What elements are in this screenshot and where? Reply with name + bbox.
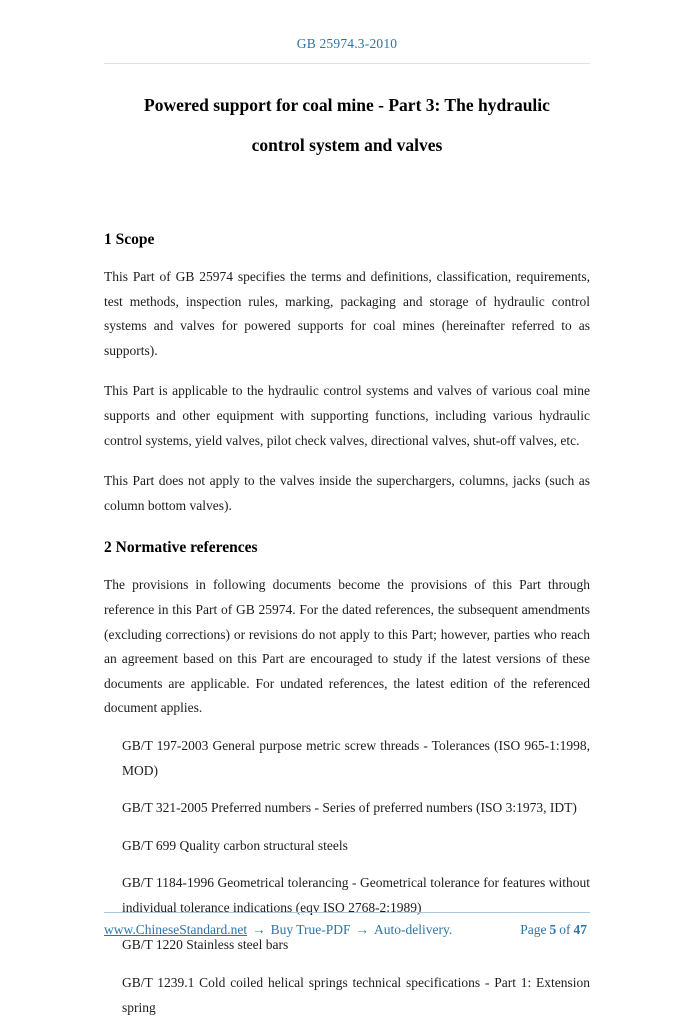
footer-divider: [104, 912, 590, 913]
reference-item: GB/T 1184-1996 Geometrical tolerancing - Geometrical tolerance for features without individual tolerance indications (eqv ISO 2768-2:1989): [122, 875, 590, 915]
footer-promo: [104, 922, 452, 938]
section-heading-scope: 1 Scope: [104, 231, 155, 248]
normative-references-intro: The provisions in following documents become the provisions of this Part through reference in this Part of GB 25974. For the dated references, the subsequent amendments (excluding corrections) or revisions do not apply to this Part; however, parties who reach an agreement based on this Part are encouraged to study if the latest versions of these documents are applicable. For undated references, the latest edition of the referenced document applies.: [104, 577, 590, 716]
page-current: 5: [549, 922, 557, 937]
reference-item: GB/T 1239.1 Cold coiled helical springs technical specifications - Part 1: Extension spring: [122, 975, 590, 1015]
scope-paragraph-3: This Part does not apply to the valves inside the superchargers, columns, jacks (such as column bottom valves).: [104, 473, 590, 513]
scope-paragraph-2: This Part is applicable to the hydraulic control systems and valves of various coal mine supports and other equipment with supporting functions, including various hydraulic control systems, yield valves, pilot check valves, directional valves, shut-off valves, etc.: [104, 383, 590, 448]
document-title-line1: Powered support for coal mine - Part 3: The hydraulic: [144, 95, 550, 115]
footer-buy-label: Buy True-PDF: [270, 922, 351, 937]
page-indicator: [520, 922, 590, 938]
footer-site-link[interactable]: www.ChineseStandard.net: [104, 922, 248, 937]
page-footer: [0, 912, 693, 980]
reference-item: GB/T 699 Quality carbon structural steels: [122, 837, 348, 853]
page-total: 47: [573, 922, 587, 937]
header-divider: [104, 63, 590, 64]
document-title: [104, 85, 590, 165]
section-heading-normative-references: 2 Normative references: [104, 539, 258, 557]
reference-item: GB/T 321-2005 Preferred numbers - Series of preferred numbers (ISO 3:1973, IDT): [122, 800, 577, 816]
arrow-right-icon: →: [252, 922, 266, 937]
reference-item: GB/T 197-2003 General purpose metric screw threads - Tolerances (ISO 965-1:1998, MOD): [122, 737, 590, 778]
header-doc-number: GB 25974.3-2010: [296, 36, 398, 51]
document-title-line2: control system and valves: [251, 135, 443, 155]
page-of-label: of: [559, 922, 571, 937]
footer-row: [104, 922, 590, 938]
scope-paragraph-1: This Part of GB 25974 specifies the terms and definitions, classification, requirements, test methods, inspection rules, marking, packaging and storage of hydraulic control systems and valves for powered supports for coal mines (hereinafter referred to as supports).: [104, 269, 590, 358]
page-label: Page: [520, 922, 547, 937]
arrow-right-icon: →: [355, 922, 370, 937]
reference-item: GB/T 1220 Stainless steel bars: [122, 937, 289, 953]
footer-delivery-label: Auto-delivery.: [374, 922, 453, 937]
